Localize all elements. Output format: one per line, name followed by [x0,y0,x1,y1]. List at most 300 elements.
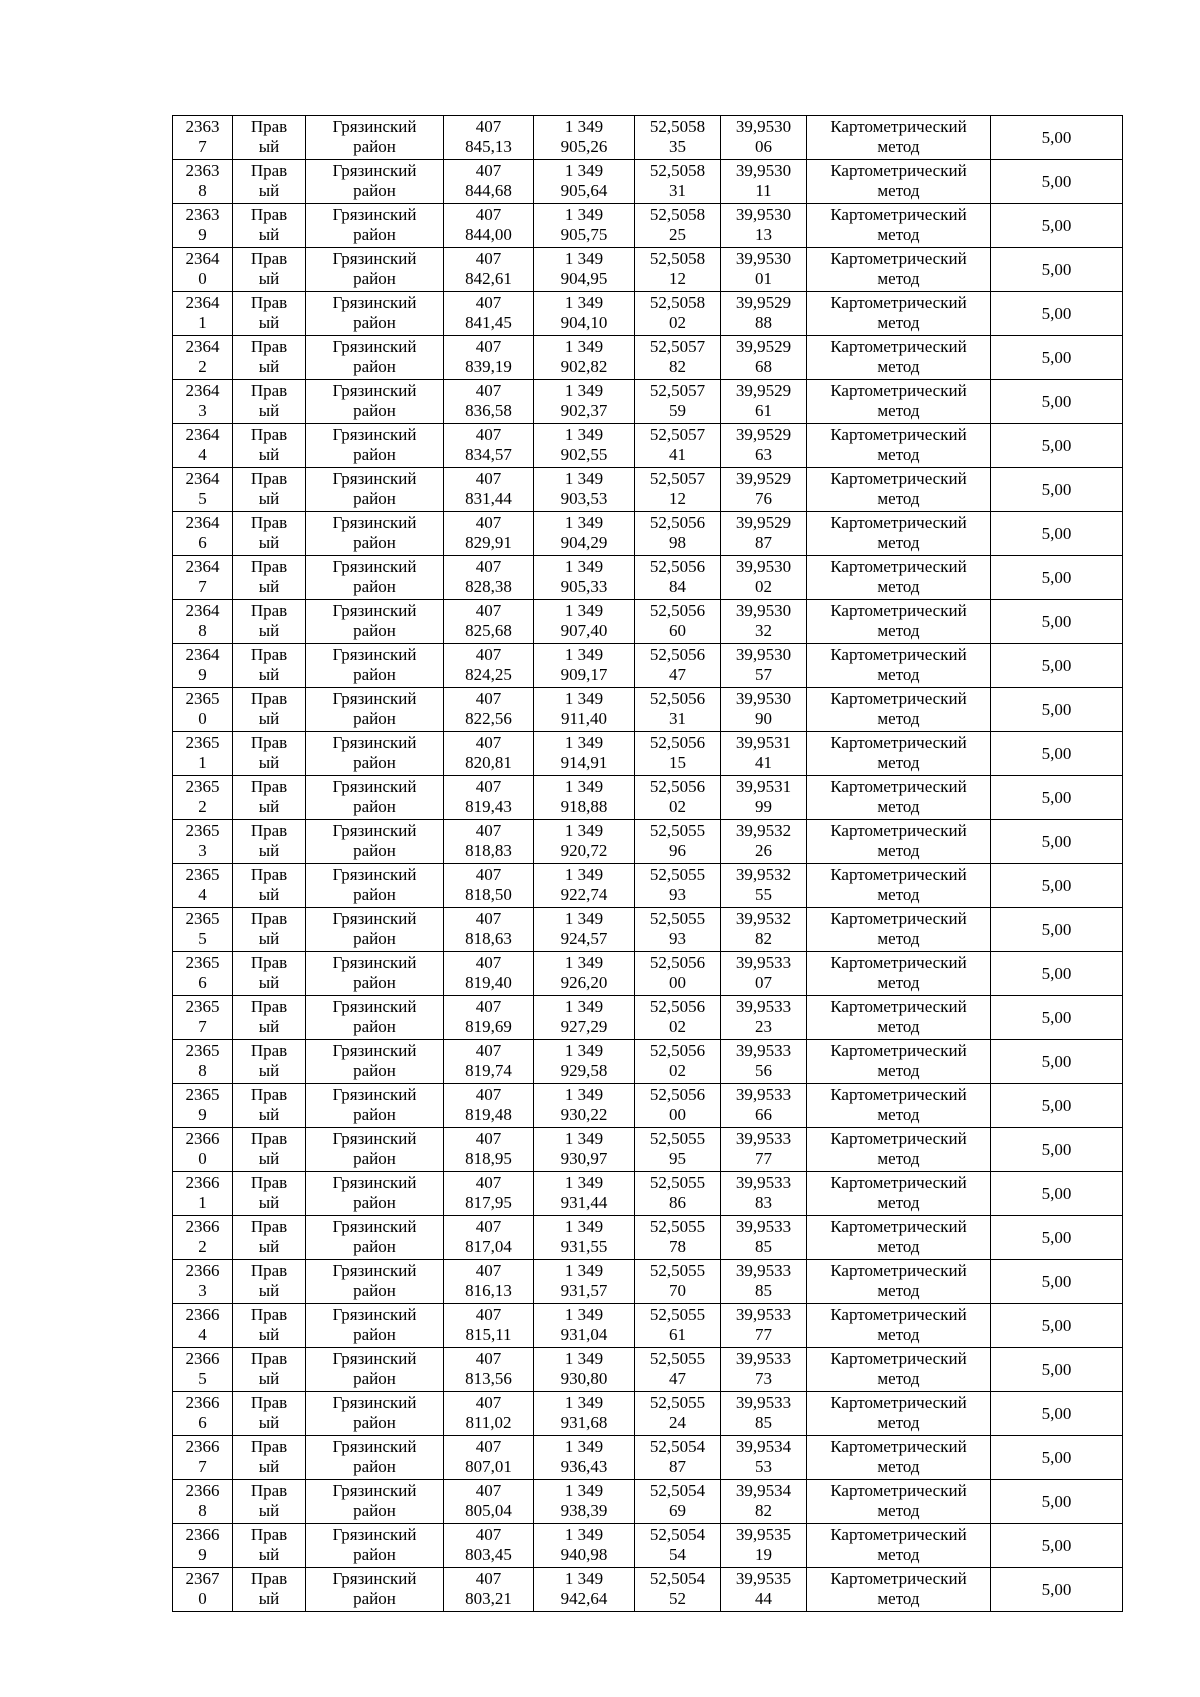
bank-side-cell [233,600,306,644]
point-number-line: 2364 [185,249,220,268]
bank-side-line: ый [258,1105,280,1124]
district-line: район [353,225,396,244]
point-number-line: 6 [198,533,207,552]
y-coordinate-line: 902,37 [560,401,608,420]
latitude-line: 52,5055 [649,1393,706,1412]
table-row [173,644,1123,688]
district-line: Грязинский [332,513,417,532]
longitude-line: 55 [755,885,772,904]
y-coordinate-line: 1 349 [564,1217,604,1236]
method-line: метод [877,753,920,772]
longitude-line: 39,9530 [735,557,792,576]
district-line: Грязинский [332,1261,417,1280]
y-coordinate-line: 1 349 [564,1305,604,1324]
latitude-cell [635,512,721,556]
bank-side-line: ый [258,533,280,552]
district-line: район [353,269,396,288]
point-number-cell [173,292,233,336]
x-coordinate-cell [444,1172,534,1216]
x-coordinate-cell [444,688,534,732]
longitude-cell [721,908,807,952]
bank-side-cell [233,688,306,732]
latitude-line: 52,5054 [649,1437,706,1456]
bank-side-line: ый [258,489,280,508]
bank-side-line: Прав [250,425,288,444]
latitude-line: 47 [669,665,686,684]
y-coordinate-cell [534,1040,635,1084]
district-line: Грязинский [332,249,417,268]
method-cell [807,116,991,160]
x-coordinate-line: 815,11 [465,1325,512,1344]
x-coordinate-line: 407 [475,557,502,576]
table-row [173,1524,1123,1568]
x-coordinate-cell [444,1348,534,1392]
x-coordinate-line: 407 [475,1085,502,1104]
method-line: метод [877,357,920,376]
method-line: метод [877,1325,920,1344]
point-number-line: 2366 [185,1173,220,1192]
bank-side-line: ый [258,709,280,728]
bank-side-cell [233,512,306,556]
table-row [173,996,1123,1040]
table-row [173,1568,1123,1612]
y-coordinate-line: 1 349 [564,821,604,840]
y-coordinate-line: 927,29 [560,1017,608,1036]
x-coordinate-cell [444,864,534,908]
district-line: район [353,577,396,596]
district-line: Грязинский [332,1085,417,1104]
district-line: Грязинский [332,381,417,400]
latitude-line: 52,5058 [649,161,706,180]
x-coordinate-line: 834,57 [465,445,512,464]
district-line: район [353,709,396,728]
longitude-cell [721,1040,807,1084]
bank-side-line: ый [258,929,280,948]
x-coordinate-cell [444,908,534,952]
x-coordinate-line: 841,45 [465,313,512,332]
latitude-line: 86 [669,1193,686,1212]
longitude-cell [721,468,807,512]
y-coordinate-line: 902,55 [560,445,608,464]
point-number-cell [173,732,233,776]
longitude-cell [721,204,807,248]
point-number-cell [173,908,233,952]
point-number-line: 5 [198,1369,207,1388]
x-coordinate-line: 820,81 [465,753,512,772]
y-coordinate-line: 907,40 [560,621,608,640]
latitude-line: 82 [669,357,686,376]
latitude-cell [635,1304,721,1348]
x-coordinate-line: 818,63 [465,929,512,948]
accuracy-cell: 5,00 [991,424,1123,468]
table-row [173,1304,1123,1348]
point-number-cell [173,116,233,160]
x-coordinate-line: 807,01 [465,1457,512,1476]
x-coordinate-line: 818,83 [465,841,512,860]
accuracy-cell: 5,00 [991,1260,1123,1304]
method-line: Картометрический [830,249,967,268]
longitude-line: 39,9533 [735,1261,792,1280]
bank-side-cell [233,1304,306,1348]
district-cell [306,248,444,292]
bank-side-cell [233,1172,306,1216]
y-coordinate-line: 1 349 [564,689,604,708]
district-line: район [353,621,396,640]
y-coordinate-line: 931,04 [560,1325,608,1344]
bank-side-line: Прав [250,337,288,356]
latitude-line: 31 [669,709,686,728]
method-line: Картометрический [830,1217,967,1236]
district-line: район [353,1237,396,1256]
longitude-line: 26 [755,841,772,860]
x-coordinate-line: 407 [475,909,502,928]
y-coordinate-line: 1 349 [564,1129,604,1148]
district-line: Грязинский [332,909,417,928]
bank-side-line: ый [258,1501,280,1520]
bank-side-cell [233,204,306,248]
method-line: Картометрический [830,425,967,444]
bank-side-cell [233,644,306,688]
x-coordinate-cell [444,996,534,1040]
method-line: Картометрический [830,161,967,180]
latitude-line: 95 [669,1149,686,1168]
latitude-cell [635,556,721,600]
latitude-line: 52,5054 [649,1569,706,1588]
district-line: район [353,973,396,992]
y-coordinate-line: 929,58 [560,1061,608,1080]
longitude-line: 39,9533 [735,1085,792,1104]
district-cell [306,1040,444,1084]
bank-side-line: Прав [250,777,288,796]
point-number-line: 8 [198,621,207,640]
x-coordinate-cell [444,732,534,776]
x-coordinate-cell [444,160,534,204]
y-coordinate-cell [534,952,635,996]
longitude-cell [721,732,807,776]
point-number-line: 2366 [185,1481,220,1500]
district-line: Грязинский [332,425,417,444]
longitude-line: 19 [755,1545,772,1564]
table-row [173,116,1123,160]
x-coordinate-line: 407 [475,777,502,796]
district-cell [306,908,444,952]
longitude-line: 07 [755,973,772,992]
district-line: район [353,929,396,948]
point-number-line: 2365 [185,1041,220,1060]
point-number-line: 7 [198,1457,207,1476]
point-number-line: 3 [198,841,207,860]
longitude-cell [721,1436,807,1480]
point-number-line: 4 [198,885,207,904]
district-cell [306,160,444,204]
latitude-line: 02 [669,1061,686,1080]
point-number-line: 2366 [185,1349,220,1368]
longitude-line: 39,9529 [735,337,792,356]
point-number-line: 2365 [185,821,220,840]
point-number-line: 8 [198,1501,207,1520]
method-cell [807,556,991,600]
district-cell [306,1128,444,1172]
point-number-line: 4 [198,1325,207,1344]
accuracy-cell: 5,00 [991,644,1123,688]
y-coordinate-cell [534,248,635,292]
district-line: район [353,533,396,552]
x-coordinate-line: 407 [475,1481,502,1500]
latitude-line: 61 [669,1325,686,1344]
accuracy-cell: 5,00 [991,1392,1123,1436]
latitude-line: 02 [669,1017,686,1036]
x-coordinate-cell [444,248,534,292]
method-line: метод [877,1149,920,1168]
point-number-line: 7 [198,1017,207,1036]
longitude-cell [721,116,807,160]
latitude-cell [635,600,721,644]
table-row [173,248,1123,292]
bank-side-cell [233,336,306,380]
bank-side-line: Прав [250,865,288,884]
x-coordinate-line: 407 [475,1041,502,1060]
latitude-cell [635,1436,721,1480]
y-coordinate-line: 1 349 [564,1525,604,1544]
latitude-line: 02 [669,797,686,816]
longitude-line: 39,9530 [735,601,792,620]
method-cell [807,292,991,336]
latitude-line: 52,5057 [649,381,706,400]
latitude-line: 70 [669,1281,686,1300]
bank-side-line: Прав [250,1569,288,1588]
longitude-line: 68 [755,357,772,376]
bank-side-line: Прав [250,1129,288,1148]
bank-side-cell [233,732,306,776]
district-line: Грязинский [332,821,417,840]
point-number-cell [173,380,233,424]
latitude-line: 87 [669,1457,686,1476]
method-cell [807,512,991,556]
x-coordinate-line: 824,25 [465,665,512,684]
table-row [173,1128,1123,1172]
table-row [173,688,1123,732]
y-coordinate-cell [534,512,635,556]
y-coordinate-cell [534,1128,635,1172]
district-line: Грязинский [332,469,417,488]
longitude-line: 83 [755,1193,772,1212]
y-coordinate-line: 1 349 [564,469,604,488]
y-coordinate-cell [534,116,635,160]
y-coordinate-line: 938,39 [560,1501,608,1520]
table-row [173,160,1123,204]
point-number-line: 2365 [185,689,220,708]
bank-side-line: Прав [250,205,288,224]
method-cell [807,204,991,248]
longitude-cell [721,864,807,908]
x-coordinate-line: 819,43 [465,797,512,816]
district-cell [306,1304,444,1348]
latitude-line: 84 [669,577,686,596]
y-coordinate-line: 1 349 [564,293,604,312]
accuracy-cell: 5,00 [991,160,1123,204]
method-line: Картометрический [830,601,967,620]
longitude-line: 39,9530 [735,161,792,180]
accuracy-cell: 5,00 [991,380,1123,424]
method-line: метод [877,1589,920,1608]
accuracy-cell: 5,00 [991,1304,1123,1348]
method-cell [807,1524,991,1568]
latitude-line: 52 [669,1589,686,1608]
point-number-line: 2364 [185,293,220,312]
y-coordinate-line: 1 349 [564,1393,604,1412]
latitude-line: 93 [669,885,686,904]
method-line: Картометрический [830,1437,967,1456]
y-coordinate-cell [534,1524,635,1568]
district-cell [306,1524,444,1568]
point-number-cell [173,1172,233,1216]
bank-side-cell [233,1084,306,1128]
y-coordinate-line: 1 349 [564,645,604,664]
latitude-line: 31 [669,181,686,200]
district-cell [306,688,444,732]
bank-side-cell [233,864,306,908]
point-number-line: 2364 [185,381,220,400]
point-number-cell [173,204,233,248]
latitude-line: 52,5055 [649,1217,706,1236]
x-coordinate-line: 407 [475,381,502,400]
method-line: Картометрический [830,821,967,840]
x-coordinate-line: 817,04 [465,1237,512,1256]
x-coordinate-line: 839,19 [465,357,512,376]
table-row [173,424,1123,468]
method-line: Картометрический [830,1349,967,1368]
latitude-cell [635,336,721,380]
method-line: метод [877,533,920,552]
longitude-cell [721,512,807,556]
method-line: метод [877,313,920,332]
latitude-cell [635,864,721,908]
point-number-cell [173,1304,233,1348]
method-line: метод [877,1061,920,1080]
x-coordinate-line: 845,13 [465,137,512,156]
bank-side-line: ый [258,1589,280,1608]
latitude-cell [635,248,721,292]
method-cell [807,732,991,776]
y-coordinate-cell [534,1480,635,1524]
longitude-line: 85 [755,1281,772,1300]
district-line: район [353,1149,396,1168]
bank-side-cell [233,996,306,1040]
method-line: метод [877,1545,920,1564]
y-coordinate-line: 904,95 [560,269,608,288]
point-number-line: 9 [198,665,207,684]
bank-side-line: Прав [250,1041,288,1060]
x-coordinate-line: 407 [475,953,502,972]
district-line: Грязинский [332,953,417,972]
point-number-line: 0 [198,1589,207,1608]
method-line: метод [877,1501,920,1520]
bank-side-line: ый [258,1193,280,1212]
district-line: район [353,181,396,200]
district-line: район [353,841,396,860]
x-coordinate-cell [444,1040,534,1084]
method-cell [807,1392,991,1436]
longitude-line: 39,9533 [735,1129,792,1148]
district-cell [306,468,444,512]
longitude-line: 90 [755,709,772,728]
latitude-line: 52,5057 [649,337,706,356]
district-line: Грязинский [332,205,417,224]
table-row [173,468,1123,512]
latitude-cell [635,1040,721,1084]
method-line: Картометрический [830,953,967,972]
method-line: метод [877,181,920,200]
method-line: метод [877,841,920,860]
x-coordinate-line: 844,68 [465,181,512,200]
bank-side-cell [233,776,306,820]
x-coordinate-line: 803,21 [465,1589,512,1608]
point-number-line: 6 [198,973,207,992]
bank-side-line: ый [258,1149,280,1168]
method-line: Картометрический [830,1129,967,1148]
latitude-line: 52,5056 [649,953,706,972]
longitude-cell [721,1260,807,1304]
longitude-line: 73 [755,1369,772,1388]
method-line: Картометрический [830,117,967,136]
point-number-line: 7 [198,577,207,596]
point-number-line: 2364 [185,425,220,444]
longitude-line: 02 [755,577,772,596]
district-line: Грязинский [332,1481,417,1500]
point-number-cell [173,1392,233,1436]
method-cell [807,600,991,644]
table-row [173,292,1123,336]
point-number-line: 2367 [185,1569,220,1588]
point-number-line: 2364 [185,601,220,620]
longitude-cell [721,952,807,996]
method-cell [807,644,991,688]
point-number-cell [173,644,233,688]
point-number-cell [173,1348,233,1392]
district-cell [306,336,444,380]
bank-side-line: Прав [250,689,288,708]
y-coordinate-line: 903,53 [560,489,608,508]
point-number-line: 9 [198,1105,207,1124]
accuracy-cell: 5,00 [991,820,1123,864]
district-cell [306,380,444,424]
accuracy-cell: 5,00 [991,1348,1123,1392]
bank-side-line: ый [258,753,280,772]
y-coordinate-line: 942,64 [560,1589,608,1608]
district-line: район [353,1061,396,1080]
y-coordinate-cell [534,1392,635,1436]
district-line: район [353,137,396,156]
bank-side-line: ый [258,1545,280,1564]
method-cell [807,952,991,996]
point-number-line: 5 [198,929,207,948]
y-coordinate-line: 1 349 [564,381,604,400]
latitude-cell [635,688,721,732]
bank-side-line: Прав [250,909,288,928]
point-number-cell [173,1436,233,1480]
point-number-line: 0 [198,709,207,728]
table-row [173,204,1123,248]
x-coordinate-cell [444,1392,534,1436]
latitude-cell [635,1392,721,1436]
method-line: Картометрический [830,1525,967,1544]
longitude-line: 39,9530 [735,117,792,136]
bank-side-cell [233,1524,306,1568]
longitude-cell [721,644,807,688]
bank-side-line: Прав [250,1217,288,1236]
accuracy-cell: 5,00 [991,204,1123,248]
x-coordinate-cell [444,204,534,248]
